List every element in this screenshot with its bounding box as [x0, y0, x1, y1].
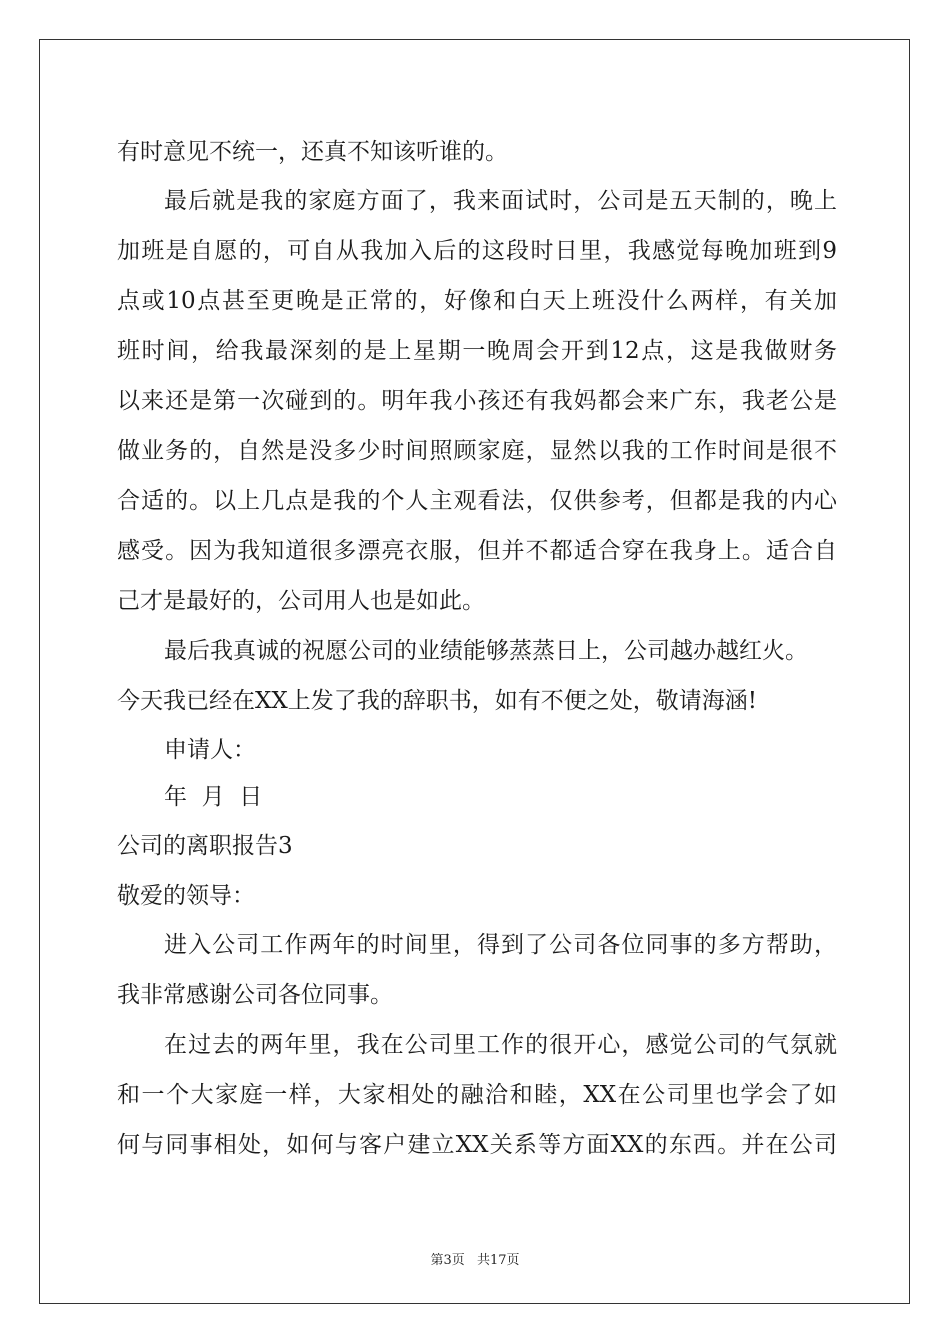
text-line: 己才是最好的，公司用人也是如此。 [117, 588, 485, 614]
text-line: 感受。因为我知道很多漂亮衣服，但并不都适合穿在我身上。适合自 [117, 538, 837, 564]
text-line: 有时意见不统一，还真不知该听谁的。 [117, 139, 508, 165]
page-footer [0, 1249, 950, 1268]
section-title: 公司的离职报告3 [117, 833, 293, 859]
text-line: 今天我已经在XX上发了我的辞职书，如有不便之处，敬请海涵! [117, 688, 757, 714]
date-line: 年 月 日 [164, 784, 263, 810]
text-line: 进入公司工作两年的时间里，得到了公司各位同事的多方帮助， [164, 932, 837, 958]
text-line: 班时间，给我最深刻的是上星期一晚周会开到12点，这是我做财务 [117, 338, 837, 364]
text-line: 加班是自愿的，可自从我加入后的这段时日里，我感觉每晚加班到9 [117, 238, 837, 264]
text-line: 最后就是我的家庭方面了，我来面试时，公司是五天制的，晚上 [164, 188, 837, 214]
signature-label: 申请人： [164, 737, 256, 763]
text-line: 合适的。以上几点是我的个人主观看法，仅供参考，但都是我的内心 [117, 488, 837, 514]
text-line: 在过去的两年里，我在公司里工作的很开心，感觉公司的气氛就 [164, 1032, 837, 1058]
text-line: 点或10点甚至更晚是正常的，好像和白天上班没什么两样，有关加 [117, 288, 837, 314]
text-line: 做业务的，自然是没多少时间照顾家庭，显然以我的工作时间是很不 [117, 438, 837, 464]
text-line: 以来还是第一次碰到的。明年我小孩还有我妈都会来广东，我老公是 [117, 388, 837, 414]
page-number: 第3页 [430, 1253, 465, 1268]
text-line: 何与同事相处，如何与客户建立XX关系等方面XX的东西。并在公司 [117, 1132, 837, 1158]
text-line: 和一个大家庭一样，大家相处的融洽和睦，XX在公司里也学会了如 [117, 1082, 837, 1108]
total-pages: 共17页 [476, 1253, 520, 1268]
page-border [39, 39, 910, 1304]
text-line: 最后我真诚的祝愿公司的业绩能够蒸蒸日上，公司越办越红火。 [164, 638, 808, 664]
salutation: 敬爱的领导： [117, 883, 255, 909]
text-line: 我非常感谢公司各位同事。 [117, 982, 393, 1008]
